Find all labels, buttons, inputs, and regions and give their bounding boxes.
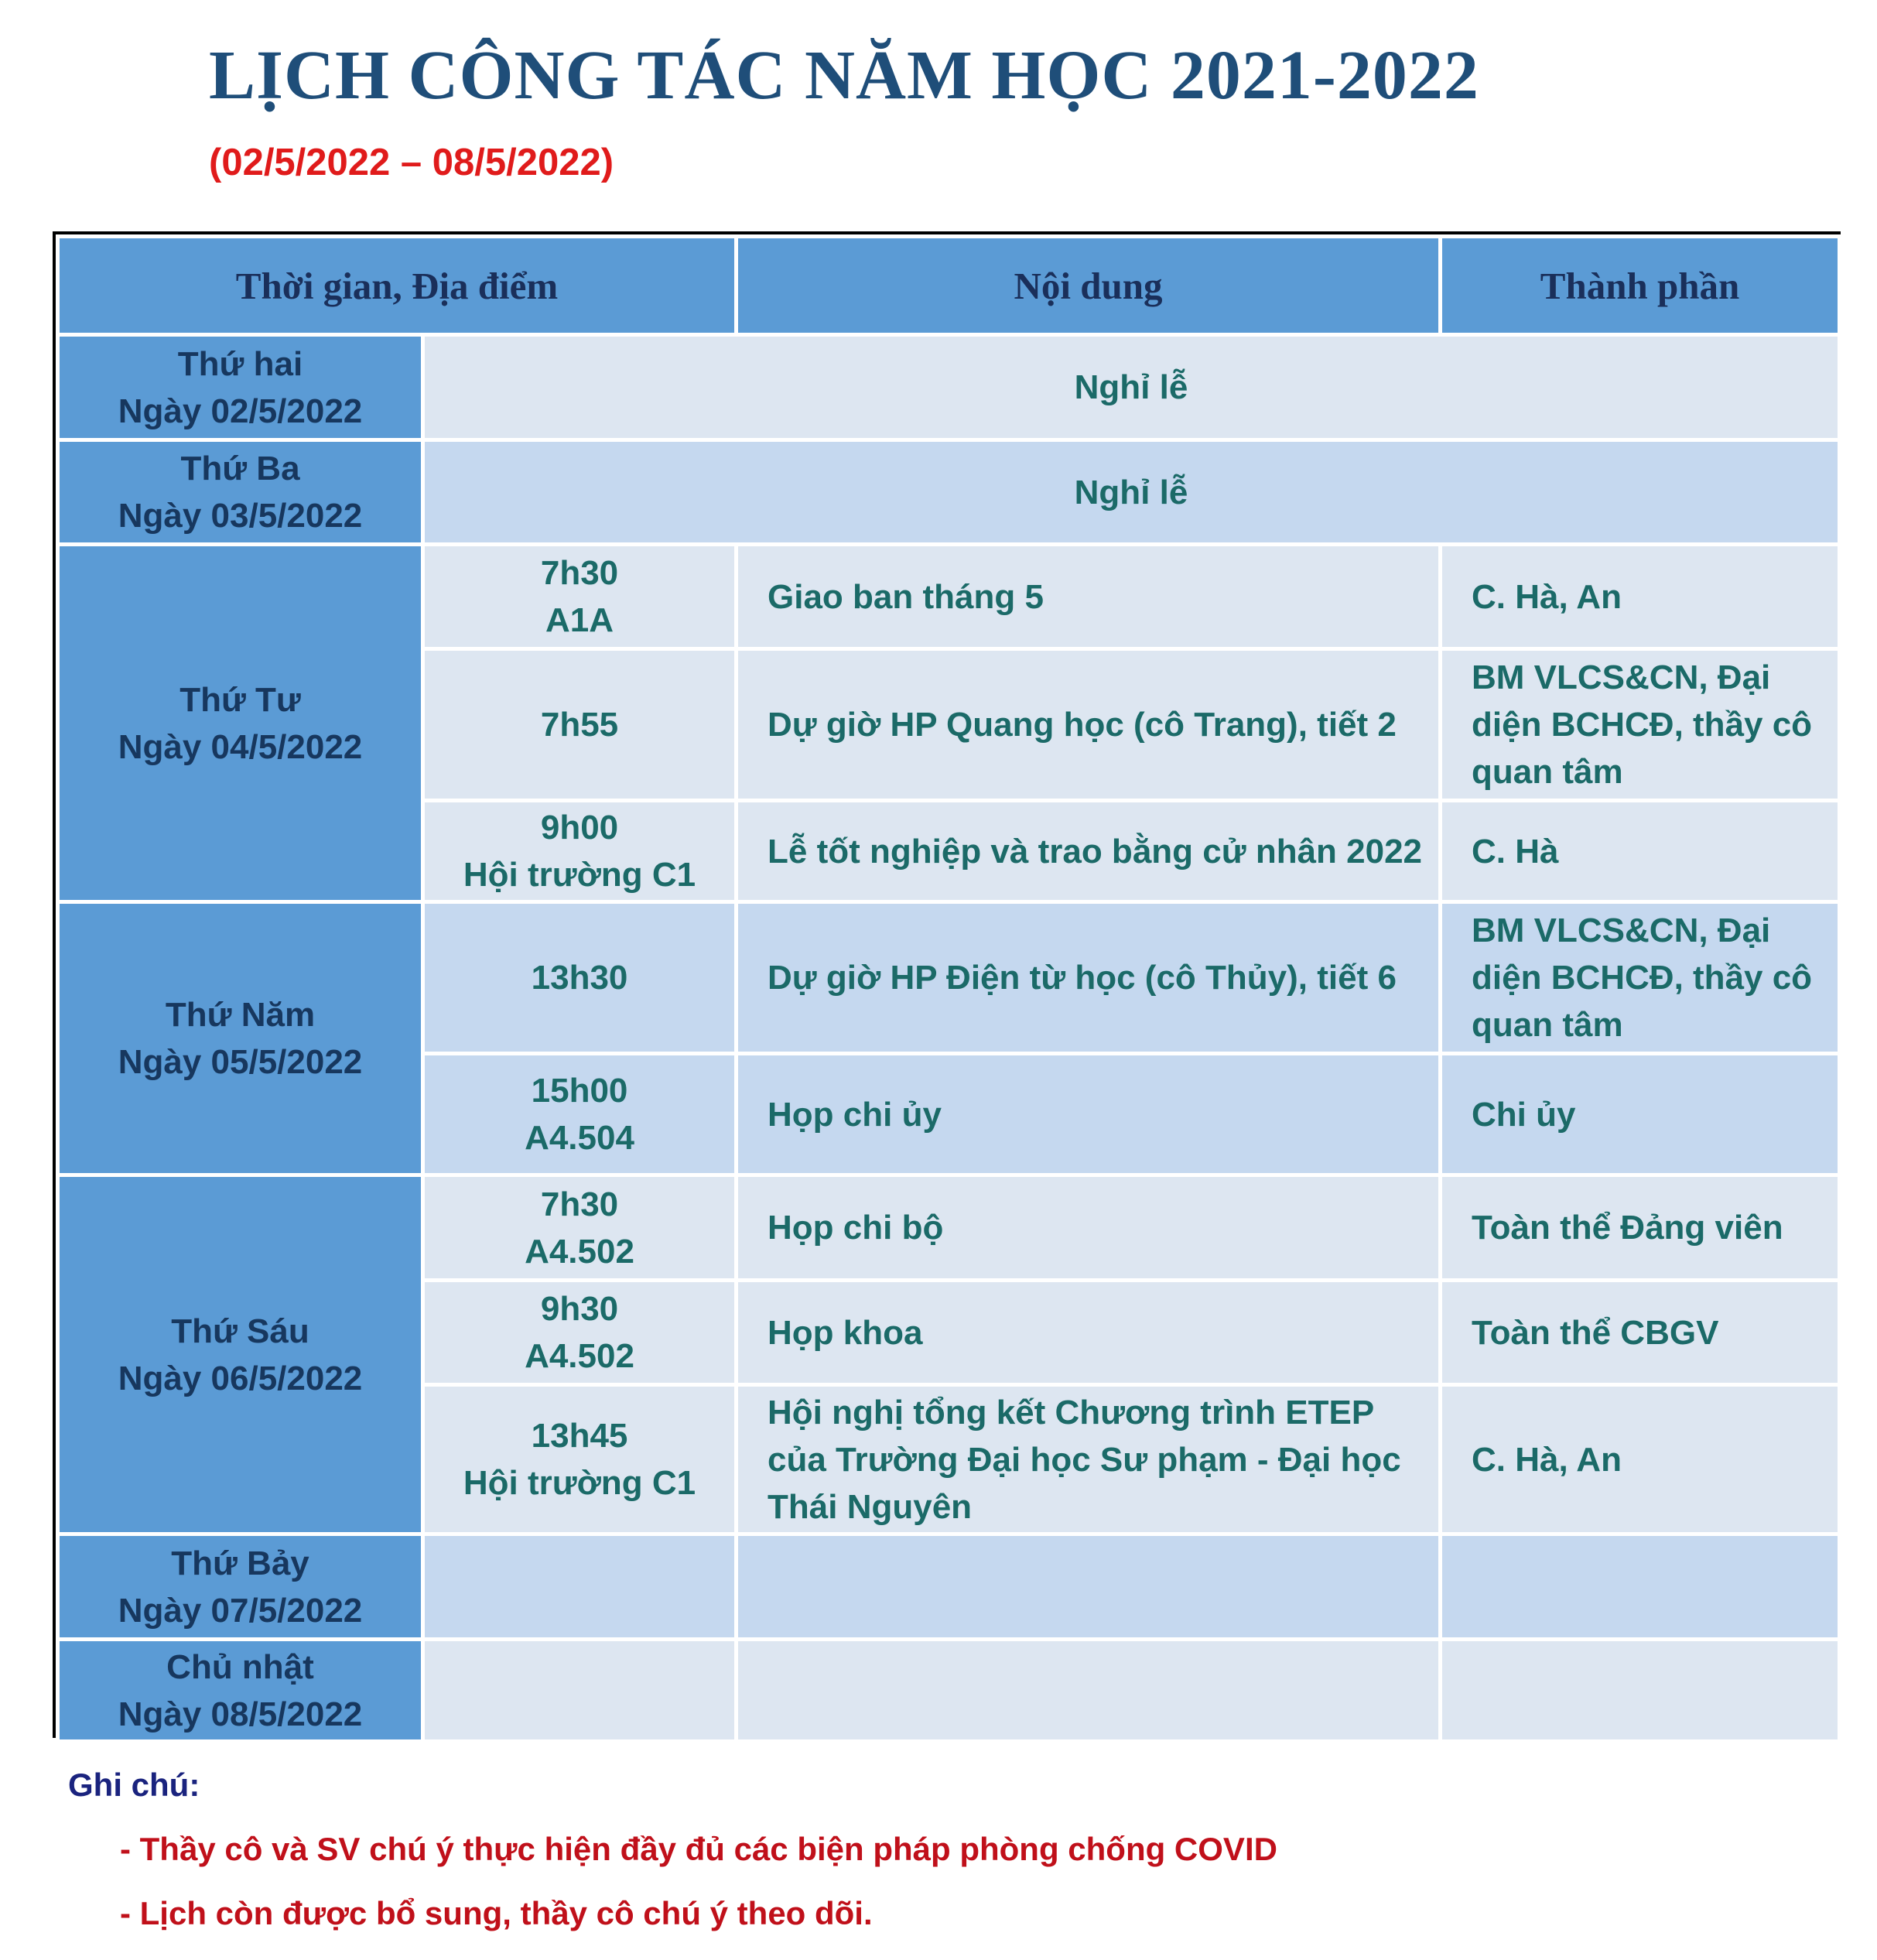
empty-cell bbox=[423, 1640, 737, 1742]
content-cell: Họp chi bộ bbox=[737, 1175, 1441, 1281]
date-label: Ngày 06/5/2022 bbox=[118, 1359, 363, 1397]
event-place: A4.502 bbox=[525, 1232, 634, 1271]
weekday-label: Thứ Bảy bbox=[171, 1544, 309, 1582]
content-cell: Lễ tốt nghiệp và trao bằng cử nhân 2022 bbox=[737, 801, 1441, 902]
day-cell-sunday bbox=[58, 1640, 423, 1742]
participants-cell: Toàn thể Đảng viên bbox=[1441, 1175, 1840, 1281]
event-place: A1A bbox=[545, 601, 614, 639]
notes-label: Ghi chú: bbox=[68, 1767, 200, 1803]
date-label: Ngày 05/5/2022 bbox=[118, 1043, 363, 1081]
event-time: 7h30 bbox=[540, 1185, 619, 1223]
weekday-label: Thứ Năm bbox=[165, 996, 316, 1034]
date-label: Ngày 08/5/2022 bbox=[118, 1695, 363, 1733]
event-time: 9h00 bbox=[540, 809, 619, 847]
empty-cell bbox=[1441, 1640, 1840, 1742]
table-row bbox=[58, 545, 1840, 649]
event-place: Hội trường C1 bbox=[463, 856, 696, 894]
day-cell-friday bbox=[58, 1175, 423, 1534]
time-place-cell bbox=[423, 1175, 737, 1281]
event-time: 13h30 bbox=[531, 959, 628, 997]
day-cell-wednesday bbox=[58, 545, 423, 902]
event-time: 7h55 bbox=[540, 706, 619, 744]
note-item: - Lịch còn được bổ sung, thầy cô chú ý theo dõi. bbox=[120, 1895, 873, 1931]
empty-cell bbox=[423, 1534, 737, 1640]
event-place: A4.504 bbox=[525, 1119, 634, 1157]
event-time: 7h30 bbox=[540, 554, 619, 592]
time-place-cell bbox=[423, 545, 737, 649]
date-label: Ngày 02/5/2022 bbox=[118, 392, 363, 430]
content-cell: Hội nghị tổng kết Chương trình ETEP của Trường Đại học Sư phạm - Đại học Thái Nguyên bbox=[737, 1385, 1441, 1534]
day-cell-tuesday bbox=[58, 440, 423, 545]
weekday-label: Chủ nhật bbox=[166, 1647, 314, 1686]
empty-cell bbox=[737, 1640, 1441, 1742]
participants-cell: Toàn thể CBGV bbox=[1441, 1281, 1840, 1385]
header-participants: Thành phần bbox=[1441, 237, 1840, 335]
header-row bbox=[58, 237, 1840, 335]
event-place: Hội trường C1 bbox=[463, 1464, 696, 1502]
weekday-label: Thứ Ba bbox=[180, 450, 300, 487]
table-row bbox=[58, 440, 1840, 545]
empty-cell bbox=[1441, 1534, 1840, 1640]
time-place-cell bbox=[423, 1281, 737, 1385]
participants-cell: C. Hà, An bbox=[1441, 1385, 1840, 1534]
time-place-cell bbox=[423, 902, 737, 1054]
date-range: (02/5/2022 – 08/5/2022) bbox=[209, 142, 614, 183]
content-cell: Họp khoa bbox=[737, 1281, 1441, 1385]
date-label: Ngày 04/5/2022 bbox=[118, 727, 363, 766]
page-title: LỊCH CÔNG TÁC NĂM HỌC 2021-2022 bbox=[209, 37, 1479, 114]
empty-cell bbox=[737, 1534, 1441, 1640]
date-label: Ngày 07/5/2022 bbox=[118, 1591, 363, 1630]
header-time-place: Thời gian, Địa điểm bbox=[58, 237, 737, 335]
participants-cell: BM VLCS&CN, Đại diện BCHCĐ, thầy cô quan tâm bbox=[1441, 902, 1840, 1054]
event-place: A4.502 bbox=[525, 1337, 634, 1375]
holiday-cell: Nghỉ lễ bbox=[423, 335, 1840, 440]
content-cell: Giao ban tháng 5 bbox=[737, 545, 1441, 649]
table-row bbox=[58, 1640, 1840, 1742]
content-cell: Họp chi ủy bbox=[737, 1054, 1441, 1175]
day-cell-thursday bbox=[58, 902, 423, 1175]
holiday-cell: Nghỉ lễ bbox=[423, 440, 1840, 545]
table-row bbox=[58, 1534, 1840, 1640]
header-content: Nội dung bbox=[737, 237, 1441, 335]
date-label: Ngày 03/5/2022 bbox=[118, 497, 363, 535]
time-place-cell bbox=[423, 649, 737, 801]
participants-cell: C. Hà bbox=[1441, 801, 1840, 902]
day-cell-monday bbox=[58, 335, 423, 440]
table-row bbox=[58, 335, 1840, 440]
participants-cell: Chi ủy bbox=[1441, 1054, 1840, 1175]
event-time: 15h00 bbox=[531, 1072, 628, 1110]
weekday-label: Thứ Tư bbox=[179, 680, 301, 719]
event-time: 9h30 bbox=[540, 1290, 619, 1328]
content-cell: Dự giờ HP Quang học (cô Trang), tiết 2 bbox=[737, 649, 1441, 801]
weekday-label: Thứ hai bbox=[177, 344, 303, 383]
weekday-label: Thứ Sáu bbox=[171, 1312, 309, 1350]
time-place-cell bbox=[423, 1054, 737, 1175]
participants-cell: C. Hà, An bbox=[1441, 545, 1840, 649]
day-cell-saturday bbox=[58, 1534, 423, 1640]
participants-cell: BM VLCS&CN, Đại diện BCHCĐ, thầy cô quan tâm bbox=[1441, 649, 1840, 801]
time-place-cell bbox=[423, 801, 737, 902]
content-cell: Dự giờ HP Điện từ học (cô Thủy), tiết 6 bbox=[737, 902, 1441, 1054]
note-item: - Thầy cô và SV chú ý thực hiện đầy đủ các biện pháp phòng chống COVID bbox=[120, 1831, 1277, 1867]
event-time: 13h45 bbox=[531, 1417, 628, 1455]
table-row bbox=[58, 902, 1840, 1054]
table-row bbox=[58, 1175, 1840, 1281]
schedule-table bbox=[53, 231, 1841, 1738]
time-place-cell bbox=[423, 1385, 737, 1534]
